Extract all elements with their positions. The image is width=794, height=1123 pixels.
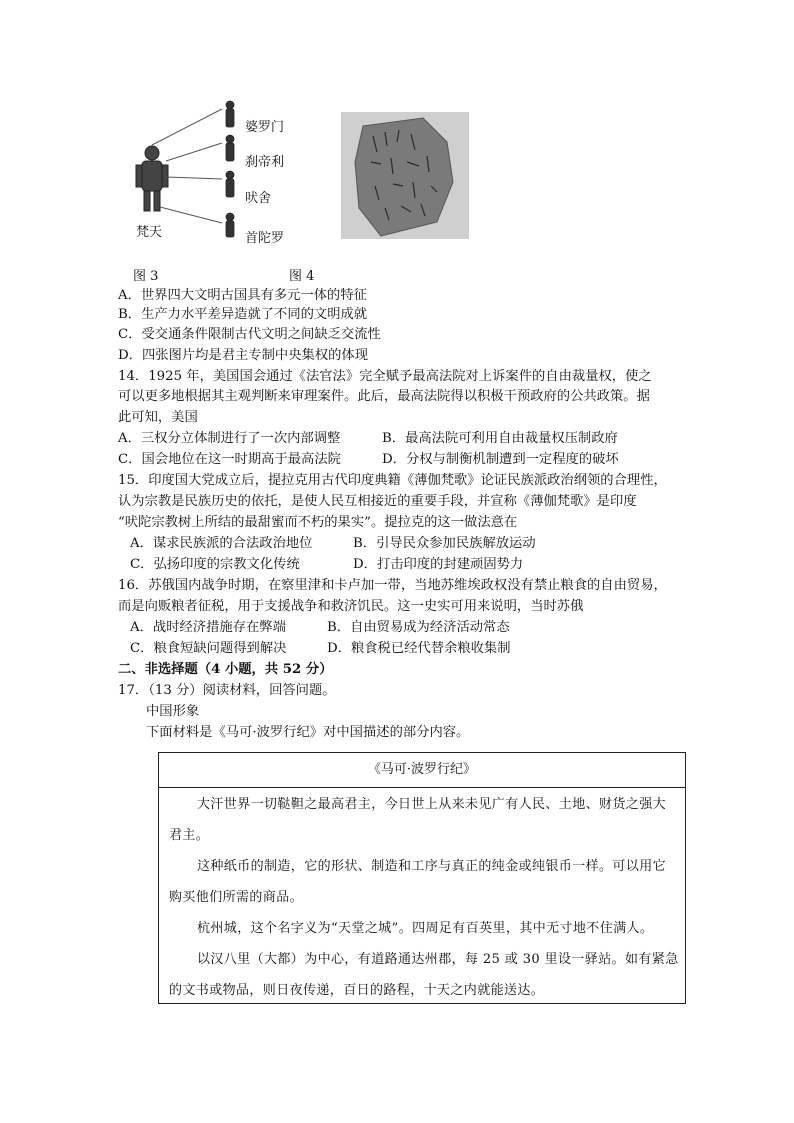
excerpt-line-4: 购买他们所需的商品。 (169, 890, 304, 905)
oracle-bone-photo (341, 112, 469, 239)
excerpt-line-6: 以汉八里（大都）为中心，有道路通达州郡，每 25 或 30 里设一驿站。如有紧急 (197, 952, 679, 967)
q13-option-d: D．四张图片均是君主专制中央集权的体现 (118, 348, 369, 363)
q14-stem-line-1: 14．1925 年，美国国会通过《法官法》完全赋予最高法院对上诉案件的自由裁量权，使之 (118, 369, 652, 384)
caste-kshatriya-label: 刹帝利 (245, 155, 285, 170)
q14-option-b: B．最高法院可利用自由裁量权压制政府 (382, 431, 618, 446)
q15-stem-line-2: 认为宗教是民族历史的依托，是使人民互相接近的重要手段，并宣称《薄伽梵歌》是印度 (118, 494, 637, 509)
q16-option-a: A．战时经济措施存在弊端 (130, 620, 286, 635)
q15-stem-line-3: “吠陀宗教树上所结的最甜蜜而不朽的果实”。提拉克的这一做法意在 (118, 515, 518, 530)
excerpt-box (158, 752, 686, 1004)
figure-4-caption: 图 4 (289, 269, 315, 284)
q14-option-d: D．分权与制衡机制遭到一定程度的破坏 (382, 452, 619, 467)
q14-stem-line-3: 此可知，美国 (118, 410, 198, 425)
excerpt-line-2: 君主。 (169, 828, 210, 843)
caste-shudra-label: 首陀罗 (245, 231, 285, 246)
q16-stem-line-2: 而是向贩粮者征税，用于支援战争和救济饥民。这一史实可用来说明，当时苏俄 (118, 599, 584, 614)
q16-option-c: C．粮食短缺问题得到解决 (130, 641, 287, 656)
figure-4 (341, 112, 469, 239)
q16-option-b: B．自由贸易成为经济活动常态 (327, 620, 510, 635)
deity-label: 梵天 (136, 225, 163, 240)
excerpt-line-7: 的文书或物品，则日夜传递，百日的路程，十天之内就能送达。 (169, 983, 545, 998)
excerpt-line-3: 这种纸币的制造，它的形状、制造和工序与真正的纯金或纯银币一样。可以用它 (197, 859, 667, 874)
q13-option-b: B．生产力水平差异造就了不同的文明成就 (118, 307, 368, 322)
q14-option-a: A．三权分立体制进行了一次内部调整 (118, 431, 341, 446)
excerpt-line-1: 大汗世界一切鞑靼之最高君主，今日世上从来未见广有人民、土地、财货之强大 (197, 797, 667, 812)
q16-stem-line-1: 16．苏俄国内战争时期，在察里津和卡卢加一带，当地苏维埃政权没有禁止粮食的自由贸易， (118, 578, 667, 593)
q15-option-d: D．打击印度的封建顽固势力 (353, 557, 524, 572)
caste-brahmin-label: 婆罗门 (245, 120, 285, 135)
q14-stem-line-2: 可以更多地根据其主观判断来审理案件。此后，最高法院得以积极干预政府的公共政策。据 (118, 389, 650, 404)
q15-option-a: A．谋求民族派的合法政治地位 (130, 536, 313, 551)
q17-intro: 下面材料是《马可·波罗行纪》对中国描述的部分内容。 (146, 725, 470, 740)
q17-stem: 17．（13 分）阅读材料，回答问题。 (118, 683, 336, 698)
caste-vaishya-label: 吠舍 (245, 191, 272, 206)
excerpt-line-5: 杭州城，这个名字义为“天堂之城”。四周足有百英里，其中无寸地不住满人。 (197, 921, 654, 936)
q15-option-c: C．弘扬印度的宗教文化传统 (130, 557, 300, 572)
q16-option-d: D．粮食税已经代替余粮收集制 (327, 641, 511, 656)
q17-subtitle: 中国形象 (146, 704, 200, 719)
q13-option-c: C．受交通条件限制古代文明之间缺乏交流性 (118, 327, 381, 342)
figure-3-caption: 图 3 (133, 269, 159, 284)
q14-option-c: C．国会地位在这一时期高于最高法院 (118, 452, 341, 467)
q13-option-a: A．世界四大文明古国具有多元一体的特征 (118, 288, 367, 303)
q15-stem-line-1: 15．印度国大党成立后，提拉克用古代印度典籍《薄伽梵歌》论证民族派政治纲领的合理性， (118, 473, 667, 488)
section-2-heading: 二、非选择题（4 小题，共 52 分） (118, 662, 333, 677)
q15-option-b: B．引导民众参加民族解放运动 (353, 536, 536, 551)
excerpt-title: 《马可·波罗行纪》 (159, 753, 685, 788)
brahma-figure (136, 146, 168, 211)
